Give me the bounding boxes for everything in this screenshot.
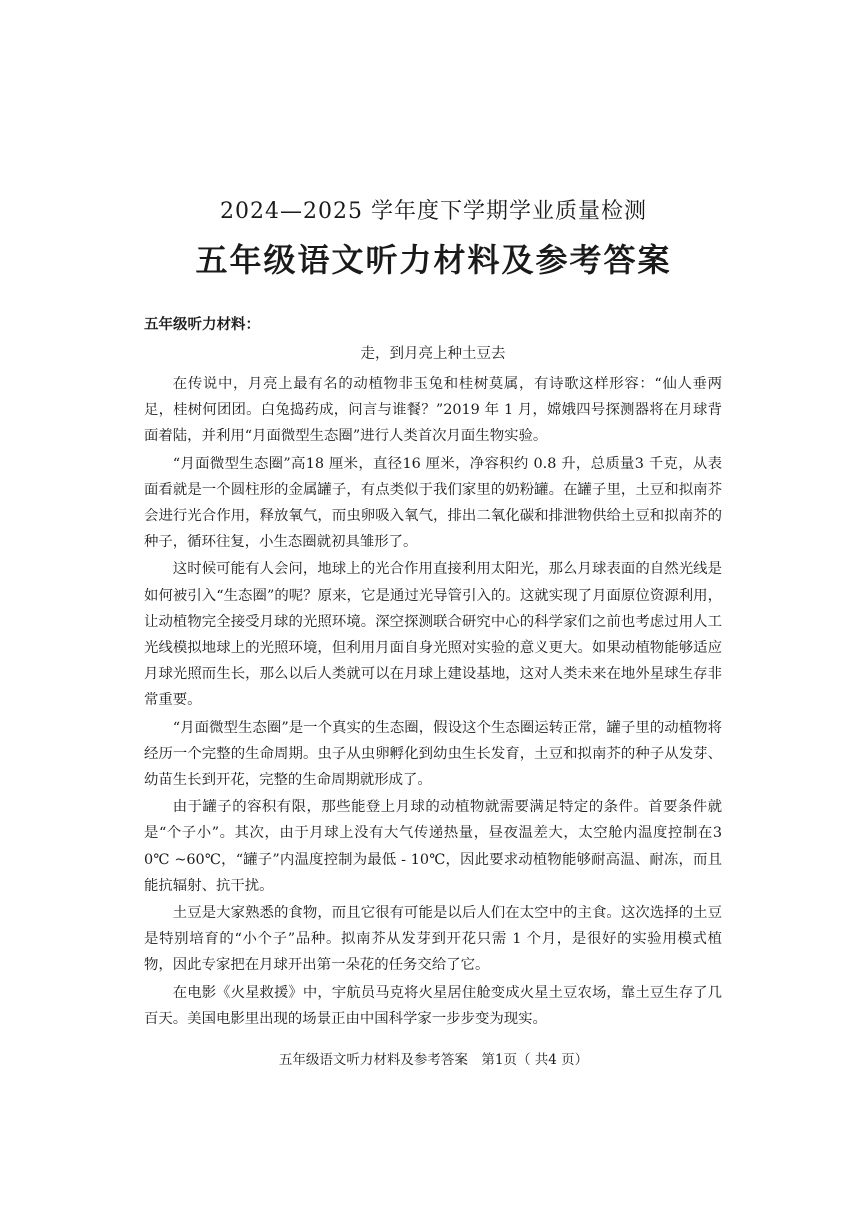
exam-term-line: 2024—2025 学年度下学期学业质量检测 [220,199,647,224]
paragraph-6: 土豆是大家熟悉的食物，而且它很有可能是以后人们在太空中的主食。这次选择的土豆是特别培育的“小个子”品种。拟南芥从发芽到开花只需 1 个月，是很好的实验用模式植物，因此专家把在月球开出第一朵花的任务交给了它。 [144,905,722,974]
article-title: 走，到月亮上种土豆去 [360,346,506,362]
paragraph-7: 在电影《火星救援》中，宇航员马克将火星居住舱变成火星土豆农场，靠土豆生存了几百天。美国电影里出现的场景正由中国科学家一步步变为现实。 [144,984,722,1027]
page-title: 五年级语文听力材料及参考答案 [195,241,672,279]
page-footer: 五年级语文听力材料及参考答案 第1页（ 共4 页） [278,1052,589,1068]
paragraph-4: “月面微型生态圈”是一个真实的生态圈，假设这个生态圈运转正常，罐子里的动植物将经历一个完整的生命周期。虫子从虫卵孵化到幼虫生长发育，土豆和拟南芥的种子从发芽、幼苗生长到开花，完整的生命周期就形成了。 [144,719,722,789]
document-header [0,198,867,280]
paragraph-5: 由于罐子的容积有限，那些能登上月球的动植物就需要满足特定的条件。首要条件就是“个子小”。其次，由于月球上没有大气传递热量，昼夜温差大，太空舱内温度控制在30℃ ~60℃，“罐子”内温度控制为最低 - 10℃，因此要求动植物能够耐高温、耐冻，而且能抗辐射、抗干扰。 [144,799,722,894]
paragraph-2: “月面微型生态圈”高18 厘米，直径16 厘米，净容积约 0.8 升，总质量3 千克，从表面看就是一个圆柱形的金属罐子，有点类似于我们家里的奶粉罐。在罐子里，土豆和拟南芥会进行光合作用，释放氧气，而虫卵吸入氧气，排出二氧化碳和排泄物供给土豆和拟南芥的种子，循环往复，小生态圈就初具雏形了。 [144,455,722,551]
section-label: 五年级听力材料： [144,317,260,333]
listening-material-section [144,314,722,1033]
paragraph-3: 这时候可能有人会问，地球上的光合作用直接利用太阳光，那么月球表面的自然光线是如何被引入“生态圈”的呢？原来，它是通过光导管引入的。这就实现了月面原位资源利用，让动植物完全接受月球的光照环境。深空探测联合研究中心的科学家们之前也考虑过用人工光线模拟地球上的光照环境，但利用月面自身光照对实验的意义更大。如果动植物能够适应月球光照而生长，那么以后人类就可以在月球上建设基地，这对人类未来在地外星球生存非常重要。 [144,561,722,709]
paragraph-1: 在传说中，月亮上最有名的动植物非玉兔和桂树莫属，有诗歌这样形容：“仙人垂两足，桂树何团团。白兔捣药成，问言与谁餐？”2019 年 1 月，嫦娥四号探测器将在月球背面着陆，并利用“月面微型生态圈”进行人类首次月面生物实验。 [144,376,722,445]
